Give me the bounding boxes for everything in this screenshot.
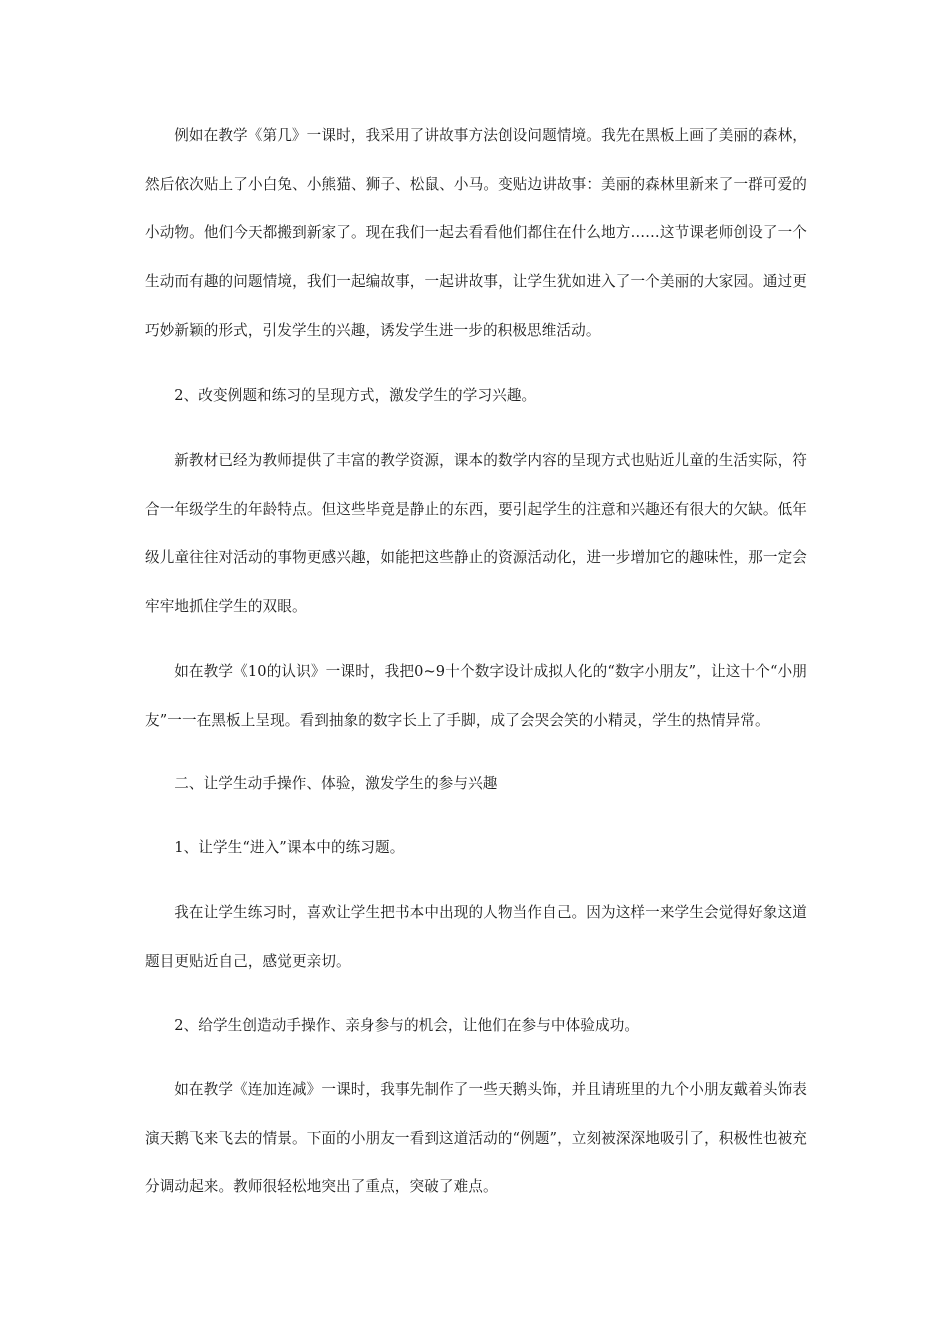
paragraph-subheading-2b: 2、给学生创造动手操作、亲身参与的机会，让他们在参与中体验成功。 [174, 1017, 640, 1034]
paragraph-number-ten-example: 如在教学《10的认识》一课时，我把0~9十个数字设计成拟人化的“数字小朋友”，让这十个“小朋友”一一在黑板上呈现。看到抽象的数字长上了手脚，成了会哭会笑的小精灵，学生的热情异常。 [145, 663, 807, 729]
paragraph-section-heading-2: 二、让学生动手操作、体验，激发学生的参与兴趣 [174, 775, 498, 792]
paragraph-new-textbook: 新教材已经为教师提供了丰富的教学资源，课本的数学内容的呈现方式也贴近儿童的生活实际，符合一年级学生的年龄特点。但这些毕竟是静止的东西，要引起学生的注意和兴趣还有很大的欠缺。低年级儿童往往对活动的事物更感兴趣，如能把这些静止的资源活动化，进一步增加它的趣味性，那一定会牢牢地抓住学生的双眼。 [145, 452, 807, 616]
paragraph-story-example: 例如在教学《第几》一课时，我采用了讲故事方法创设问题情境。我先在黑板上画了美丽的森林，然后依次贴上了小白兔、小熊猫、狮子、松鼠、小马。变贴边讲故事：美丽的森林里新来了一群可爱的小动物。他们今天都搬到新家了。现在我们一起去看看他们都住在什么地方……这节课老师创设了一个生动而有趣的问题情境，我们一起编故事，一起讲故事，让学生犹如进入了一个美丽的大家园。通过更巧妙新颖的形式，引发学生的兴趣，诱发学生进一步的积极思维活动。 [145, 127, 807, 339]
paragraph-practice-self: 我在让学生练习时，喜欢让学生把书本中出现的人物当作自己。因为这样一来学生会觉得好象这道题目更贴近自己，感觉更亲切。 [145, 904, 807, 970]
paragraph-swan-example: 如在教学《连加连减》一课时，我事先制作了一些天鹅头饰，并且请班里的九个小朋友戴着头饰表演天鹅飞来飞去的情景。下面的小朋友一看到这道活动的“例题”，立刻被深深地吸引了，积极性也被充分调动起来。教师很轻松地突出了重点，突破了难点。 [145, 1081, 807, 1196]
paragraph-subheading-1: 1、让学生“进入”课本中的练习题。 [174, 839, 405, 856]
paragraph-subheading-2: 2、改变例题和练习的呈现方式，激发学生的学习兴趣。 [174, 387, 537, 404]
